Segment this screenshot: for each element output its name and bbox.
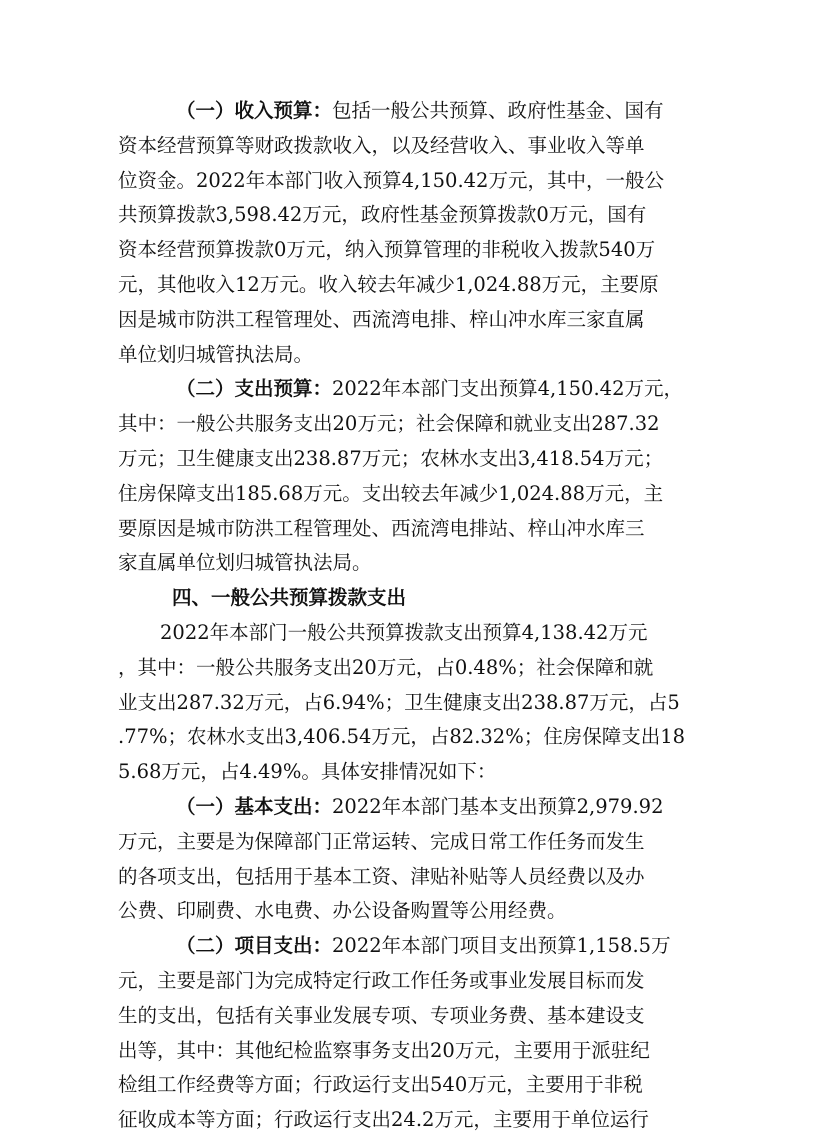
paragraph-line	[118, 407, 698, 442]
paragraph-line	[118, 825, 698, 860]
line-text: 要原因是城市防洪工程管理处、西流湾电排站、梓山冲水库三	[118, 516, 645, 540]
section-heading: （一）收入预算：	[176, 99, 333, 122]
paragraph-line	[118, 1103, 698, 1138]
paragraph-line	[118, 1068, 698, 1103]
line-text: 因是城市防洪工程管理处、西流湾电排、梓山冲水库三家直属	[118, 307, 645, 331]
line-text: 业支出287.32万元，占6.94%；卫生健康支出238.87万元，占5	[118, 690, 680, 714]
paragraph-line	[118, 268, 698, 303]
paragraph-line	[118, 964, 698, 999]
paragraph-line	[118, 477, 698, 512]
line-text: 征收成本等方面；行政运行支出24.2万元，主要用于单位运行	[118, 1108, 649, 1132]
section-heading: （二）支出预算：	[176, 377, 333, 401]
paragraph-line	[118, 894, 698, 929]
line-text: 出等，其中：其他纪检监察事务支出20万元，主要用于派驻纪	[118, 1038, 650, 1062]
section-heading: 四、一般公共预算拨款支出	[172, 586, 407, 610]
paragraph-line	[118, 198, 698, 233]
line-text: 检组工作经费等方面；行政运行支出540万元，主要用于非税	[118, 1073, 643, 1097]
line-text: 2022年本部门基本支出预算2,979.92	[332, 794, 664, 818]
paragraph-line	[118, 372, 698, 407]
line-text: .77%；农林水支出3,406.54万元，占82.32%；住房保障支出18	[118, 725, 686, 749]
paragraph-line	[118, 442, 698, 477]
line-text: 家直属单位划归城管执法局。	[118, 551, 372, 575]
paragraph-line	[118, 755, 698, 790]
paragraph-line	[118, 129, 698, 164]
line-text: 公费、印刷费、水电费、办公设备购置等公用经费。	[118, 899, 567, 923]
paragraph-line	[118, 1034, 698, 1069]
line-text: 其中：一般公共服务支出20万元；社会保障和就业支出287.32	[118, 412, 660, 436]
paragraph-line	[118, 512, 698, 547]
line-text: 万元；卫生健康支出238.87万元；农林水支出3,418.54万元；	[118, 446, 664, 470]
paragraph-line	[118, 999, 698, 1034]
line-text: 元，主要是部门为完成特定行政工作任务或事业发展目标而发	[118, 968, 645, 992]
line-text: 资本经营预算等财政拨款收入，以及经营收入、事业收入等单	[118, 133, 645, 157]
paragraph-line	[118, 860, 698, 895]
line-text: 住房保障支出185.68万元。支出较去年减少1,024.88万元，主	[118, 481, 664, 505]
paragraph-line	[118, 338, 698, 373]
document-body	[118, 94, 698, 1138]
line-text: 元，其他收入12万元。收入较去年减少1,024.88万元，主要原	[118, 272, 659, 296]
paragraph-line	[118, 651, 698, 686]
paragraph-line	[118, 616, 698, 651]
section-heading: （一）基本支出：	[176, 794, 333, 818]
line-text: 5.68万元，占4.49%。具体安排情况如下：	[118, 760, 497, 784]
line-text: ，其中：一般公共服务支出20万元，占0.48%；社会保障和就	[118, 655, 654, 679]
paragraph-line	[118, 303, 698, 338]
section-title	[118, 581, 698, 616]
paragraph-line	[118, 929, 698, 964]
line-text: 单位划归城管执法局。	[118, 342, 314, 366]
paragraph-line	[118, 720, 698, 755]
line-text: 生的支出，包括有关事业发展专项、专项业务费、基本建设支	[118, 1003, 645, 1027]
line-text: 共预算拨款3,598.42万元，政府性基金预算拨款0万元，国有	[118, 203, 647, 227]
line-text: 位资金。2022年本部门收入预算4,150.42万元，其中，一般公	[118, 168, 664, 192]
line-text: 2022年本部门一般公共预算拨款支出预算4,138.42万元	[160, 620, 648, 644]
section-heading: （二）项目支出：	[176, 934, 333, 958]
line-text: 2022年本部门项目支出预算1,158.5万	[332, 934, 671, 958]
line-text: 万元，主要是为保障部门正常运转、完成日常工作任务而发生	[118, 829, 645, 853]
line-text: 资本经营预算拨款0万元，纳入预算管理的非税收入拨款540万	[118, 238, 656, 262]
paragraph-line	[118, 233, 698, 268]
line-text: 2022年本部门支出预算4,150.42万元，	[332, 377, 683, 401]
paragraph-line	[118, 164, 698, 199]
paragraph-line	[118, 94, 698, 129]
line-text: 包括一般公共预算、政府性基金、国有	[332, 99, 664, 122]
paragraph-line	[118, 790, 698, 825]
paragraph-line	[118, 686, 698, 721]
paragraph-line	[118, 546, 698, 581]
line-text: 的各项支出，包括用于基本工资、津贴补贴等人员经费以及办	[118, 864, 645, 888]
